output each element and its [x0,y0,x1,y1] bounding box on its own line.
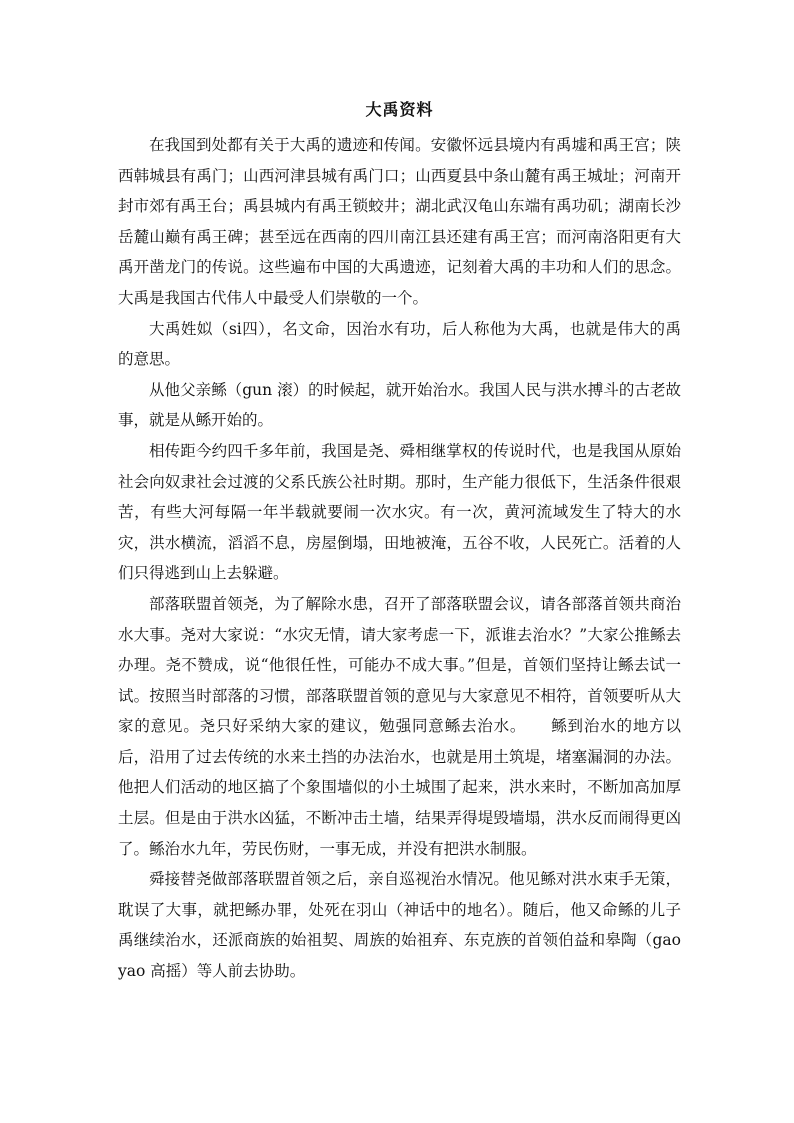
paragraph-gun-flood-control: 部落联盟首领尧，为了解除水患，召开了部落联盟会议，请各部落首领共商治水大事。尧对大家说：“水灾无情，请大家考虑一下，派谁去治水？”大家公推鲧去办理。尧不赞成，说“他很任性，可能办不成大事。”但是，首领们坚持让鲧去试一试。按照当时部落的习惯，部落联盟首领的意见与大家意见不相符，首领要听从大家的意见。尧只好采纳大家的建议，勉强同意鲧去治水。 鲧到治水的地方以后，沿用了过去传统的水来土挡的办法治水，也就是用土筑堤，堵塞漏洞的办法。他把人们活动的地区搞了个象围墙似的小土城围了起来，洪水来时，不断加高加厚土层。但是由于洪水凶猛，不断冲击土墙，结果弄得堤毁墙塌，洪水反而闹得更凶了。鲧治水九年，劳民伤财，一事无成，并没有把洪水制服。 [118,594,681,858]
paragraph-yu-relics: 在我国到处都有关于大禹的遗迹和传闻。安徽怀远县境内有禹墟和禹王宫；陕西韩城县有禹门；山西河津县城有禹门口；山西夏县中条山麓有禹王城址；河南开封市郊有禹王台；禹县城内有禹王锁蛟井；湖北武汉龟山东端有禹功矶；湖南长沙岳麓山巅有禹王碑；甚至远在西南的四川南江县还建有禹王宫；而河南洛阳更有大禹开凿龙门的传说。这些遍布中国的大禹遗迹，记刻着大禹的丰功和人们的思念。大禹是我国古代伟人中最受人们崇敬的一个。 [118,136,681,307]
paragraph-gun-origin: 从他父亲鲧（gun 滚）的时候起，就开始治水。我国人民与洪水搏斗的古老故事，就是从鲧开始的。 [118,380,681,430]
paragraph-yu-name: 大禹姓姒（si四），名文命，因治水有功，后人称他为大禹，也就是伟大的禹的意思。 [118,319,681,369]
paragraph-ancient-flood: 相传距今约四千多年前，我国是尧、舜相继掌权的传说时代，也是我国从原始社会向奴隶社会过渡的父系氏族公社时期。那时，生产能力很低下，生活条件很艰苦，有些大河每隔一年半载就要闹一次水灾。有一次，黄河流域发生了特大的水灾，洪水横流，滔滔不息，房屋倒塌，田地被淹，五谷不收，人民死亡。活着的人们只得逃到山上去躲避。 [118,441,681,583]
document-body [118,96,681,987]
paragraph-shun-appoints-yu: 舜接替尧做部落联盟首领之后，亲自巡视治水情况。他见鲧对洪水束手无策，耽误了大事，就把鲧办罪，处死在羽山（神话中的地名）。随后，他又命鲧的儿子禹继续治水，还派商族的始祖契、周族的始祖弃、东克族的首领伯益和皋陶（gao yao 高摇）等人前去协助。 [118,870,681,981]
document-title: 大禹资料 [365,100,434,119]
